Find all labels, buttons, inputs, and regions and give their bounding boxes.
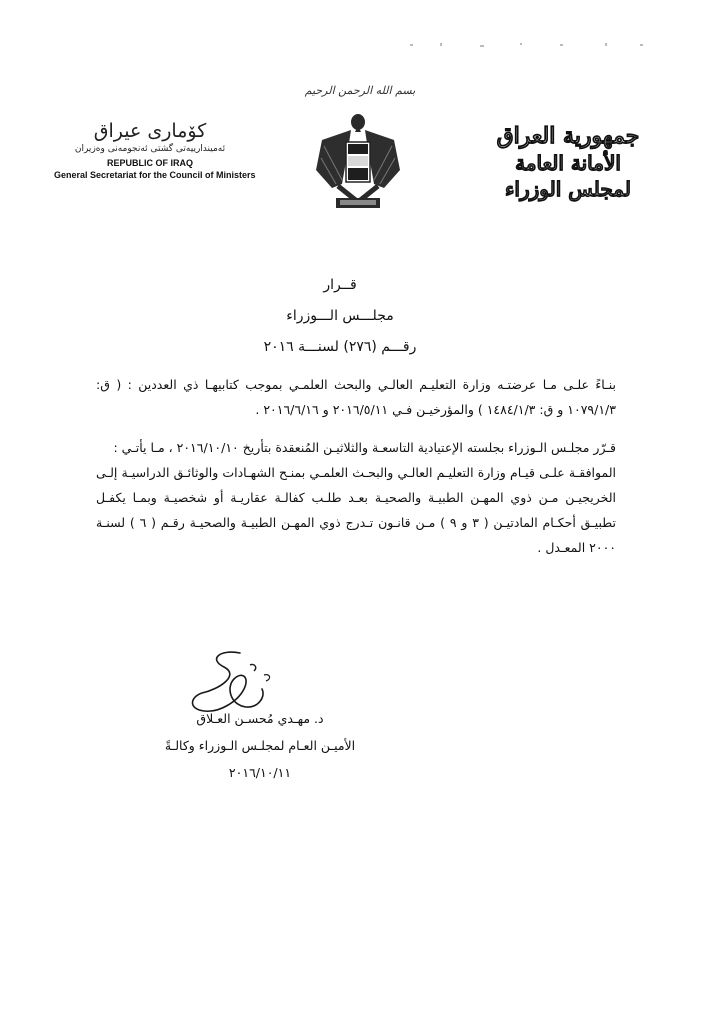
signature-date: ٢٠١٦/١٠/١١ xyxy=(228,765,292,780)
body-paragraph-3: الموافقـة علـى قيـام وزارة التعليـم العالـي والبحـث العلمـي بمنـح الشهـادات والوثائـق الدراسيـة إلـى الخريجيـن مـن ذوي المهـن الطبيـة والصحيـة بعـد طلـب كفالـة عقاريـة أو شخصيـة وبمـا يكفـل تطبيـق أحكـام المادتيـن ( ٣ و ٩ ) مـن قانـون تـدرج ذوي المهـن الطبيـة والصحيـة رقـم ( ٦ ) لسنـة ٢٠٠٠ المعـدل . xyxy=(96,465,616,555)
decision-title-block xyxy=(200,270,480,363)
decision-number: رقـــم (٢٧٦) لسنـــة ٢٠١٦ xyxy=(263,339,417,355)
scan-marks xyxy=(400,38,700,52)
kurdish-title: كۆماری عیراق xyxy=(93,120,207,142)
signatory-name: د. مهـدي مُحسـن العـلاق xyxy=(196,711,324,726)
kurdish-english-header xyxy=(54,120,256,181)
council-name: مجلـــس الـــوزراء xyxy=(286,308,394,324)
iraq-eagle-emblem xyxy=(312,110,404,214)
signatory-title: الأميـن العـام لمجلـس الـوزراء وكالـةً xyxy=(164,738,356,753)
kurdish-subtitle: ئەمیندارییەتی گشتی ئەنجومەنی وەزیران xyxy=(74,144,226,154)
general-secretariat-label: General Secretariat for the Council of Ministers xyxy=(54,170,256,180)
republic-of-iraq-arabic: جمهورية العراق xyxy=(496,123,640,149)
secretariat-arabic: الأمانة العامة لمجلس الوزراء xyxy=(505,151,631,201)
body-paragraph-2: قـرّر مجلـس الـوزراء بجلسته الإعتيادية التاسعـة والثلاثيـن المُنعقدة بتأريخ ٢٠١٦/١٠/١٠ ، مـا يأتـي : xyxy=(113,440,616,455)
republic-of-iraq-label: REPUBLIC OF IRAQ xyxy=(106,158,193,168)
decision-body xyxy=(96,372,616,573)
basmala: بسم الله الرحمن الرحيم xyxy=(304,84,416,97)
signature-block xyxy=(150,705,370,786)
body-paragraph-1: بنـاءً علـى مـا عرضتـه وزارة التعليـم العالـي والبحث العلمـي بموجب كتابيهـا ذي العددين : ( ق: ١٠٧٩/١/٣ و ق: ١٤٨٤/١/٣ ) والمؤرخيـن فـي ٢٠١٦/٥/١١ و ٢٠١٦/٦/١٦ . xyxy=(96,377,616,417)
arabic-header xyxy=(488,122,648,202)
decision-heading: قــرار xyxy=(323,277,357,293)
